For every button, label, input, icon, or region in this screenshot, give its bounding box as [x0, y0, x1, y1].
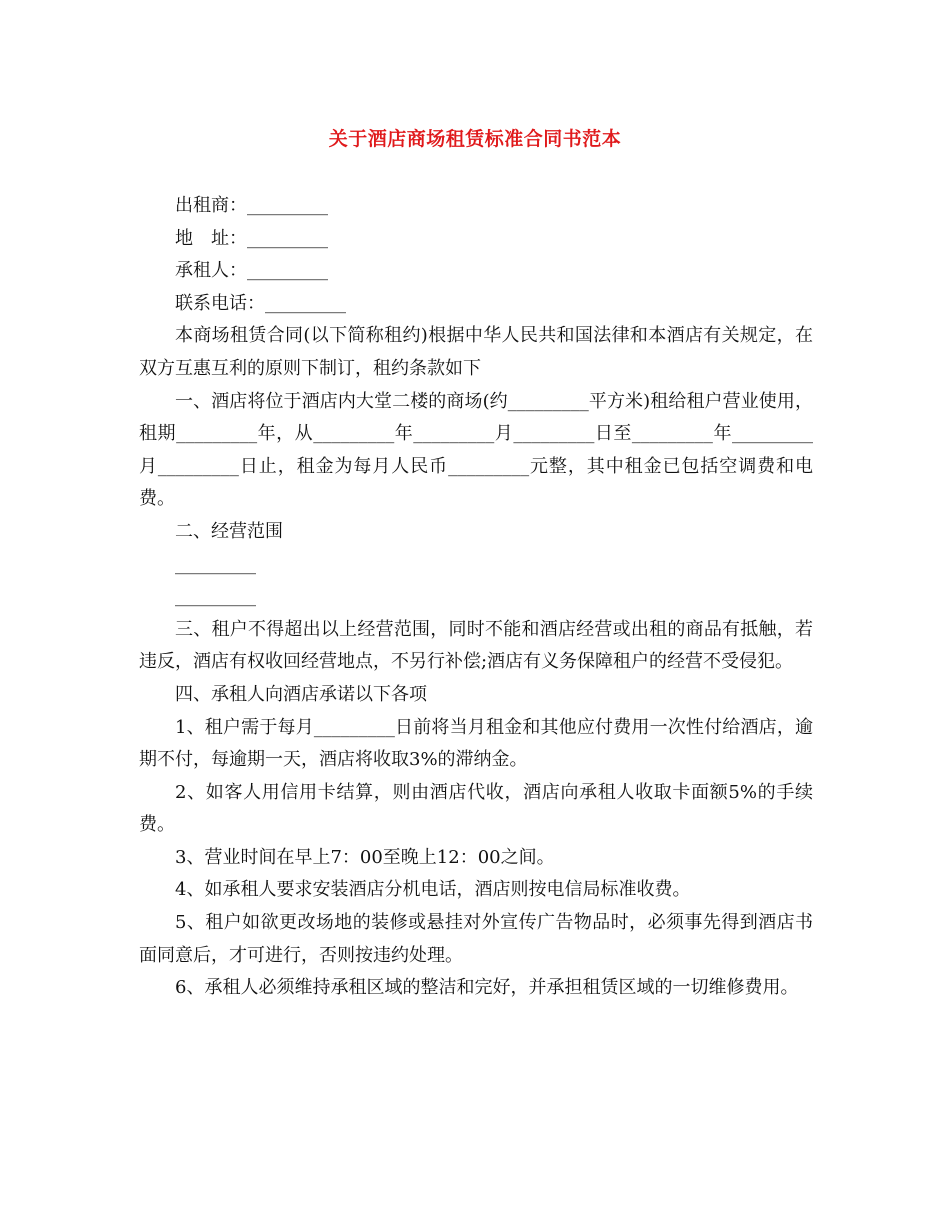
clause-2-blank-line-1: _________: [175, 553, 256, 575]
clause-4-item-3: 3、营业时间在早上7：00至晚上12：00之间。: [175, 846, 555, 868]
clause-2-heading: 二、经营范围: [175, 520, 283, 542]
clause-4-heading: 四、承租人向酒店承诺以下各项: [175, 683, 427, 705]
clause-3: 三、租户不得超出以上经营范围，同时不能和酒店经营或出租的商品有抵触，若违反，酒店有权收回经营地点，不另行补偿;酒店有义务保障租户的经营不受侵犯。: [139, 618, 813, 673]
clause-4-item-2: 2、如客人用信用卡结算，则由酒店代收，酒店向承租人收取卡面额5%的手续费。: [139, 781, 813, 836]
paragraph-intro: 本商场租赁合同(以下简称租约)根据中华人民共和国法律和本酒店有关规定，在双方互惠互利的原则下制订，租约条款如下: [139, 325, 813, 379]
clause-2-blank-line-2: _________: [175, 586, 256, 608]
document-body: [139, 190, 813, 1005]
clause-4-item-6: 6、承租人必须维持承租区域的整洁和完好，并承担租赁区域的一切维修费用。: [175, 977, 799, 999]
field-lessee: 承租人：_________: [175, 260, 328, 282]
clause-4-item-1: 1、租户需于每月_________日前将当月租金和其他应付费用一次性付给酒店，逾期不付，每逾期一天，酒店将收取3%的滞纳金。: [139, 716, 813, 771]
clause-1: 一、酒店将位于酒店内大堂二楼的商场(约_________平方米)租给租户营业使用，租期_________年，从_________年_________月_________日至_________年_________月_________日止，租金为每月人民币_________元整，其中租金已包括空调费和电费。: [139, 390, 813, 510]
field-phone: 联系电话：_________: [175, 292, 346, 314]
document-title: 关于酒店商场租赁标准合同书范本: [328, 128, 622, 150]
field-address: 地 址：_________: [175, 227, 328, 249]
clause-4-item-5: 5、租户如欲更改场地的装修或悬挂对外宣传广告物品时，必须事先得到酒店书面同意后，才可进行，否则按违约处理。: [139, 912, 813, 966]
clause-4-item-4: 4、如承租人要求安装酒店分机电话，酒店则按电信局标准收费。: [175, 879, 691, 901]
field-lessor: 出租商：_________: [175, 195, 328, 216]
